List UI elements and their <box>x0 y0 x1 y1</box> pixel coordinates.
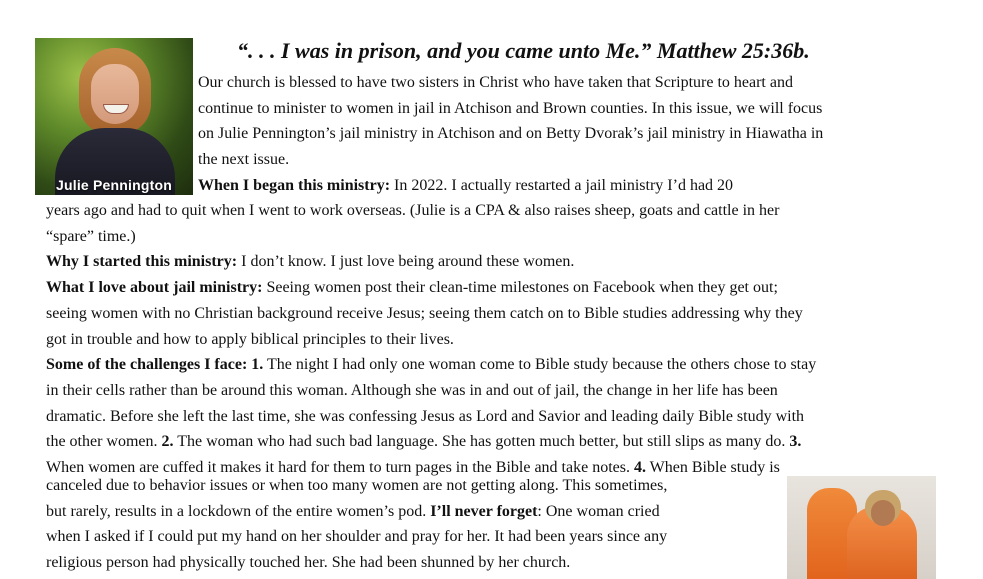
body-text <box>46 198 816 481</box>
women-in-orange-photo <box>787 476 936 579</box>
challenges-label: Some of the challenges I face: <box>46 356 248 374</box>
challenges-text: The woman who had such bad language. She has gotten much better, but still slips as many do. <box>173 433 790 451</box>
challenge-number: 1. <box>247 356 264 374</box>
love-line <box>46 275 816 301</box>
photo-caption: Julie Pennington <box>56 177 172 193</box>
challenges-continued: dramatic. Before she left the last time, she was confessing Jesus as Lord and Savior and leading daily Bible study with <box>46 407 805 425</box>
intro-line: Our church is blessed to have two sisters in Christ who have taken that Scripture to heart and <box>198 74 793 91</box>
challenges-text: When women are cuffed it makes it hard for them to turn pages in the Bible and take notes. <box>46 459 634 477</box>
challenges-continued <box>46 429 816 455</box>
never-forget-label: I’ll never forget <box>430 502 538 520</box>
challenges-continued: in their cells rather than be around this woman. Although she was in and out of jail, the change in her life has been <box>46 381 778 399</box>
love-label: What I love about jail ministry: <box>46 279 263 297</box>
intro-line: on Julie Pennington’s jail ministry in Atchison and on Betty Dvorak’s jail ministry in Hiawatha in <box>198 125 824 143</box>
challenge-number: 4. <box>633 459 646 477</box>
began-line <box>198 173 823 199</box>
why-label: Why I started this ministry: <box>46 253 238 271</box>
love-text: Seeing women post their clean-time milestones on Facebook when they get out; <box>262 279 778 297</box>
love-continued: seeing women with no Christian background receive Jesus; seeing them catch on to Bible studies addressing why they <box>46 304 803 322</box>
began-label: When I began this ministry: <box>198 176 391 194</box>
began-text: In 2022. I actually restarted a jail ministry I’d had 20 <box>390 176 734 194</box>
challenge-number: 3. <box>789 433 802 451</box>
began-continued: “spare” time.) <box>46 227 136 245</box>
challenge-number: 2. <box>161 433 174 451</box>
lower-text <box>46 473 667 576</box>
challenges-text: but rarely, results in a lockdown of the entire women’s pod. <box>46 502 431 520</box>
never-forget-continued: when I asked if I could put my hand on her shoulder and pray for her. It had been years since any <box>46 528 668 546</box>
photo-face-shape <box>91 64 139 124</box>
why-text: I don’t know. I just love being around these women. <box>237 253 575 271</box>
why-line <box>46 249 816 275</box>
challenges-continued: canceled due to behavior issues or when too many women are not getting along. This sometimes, <box>46 477 668 494</box>
page-title: “. . . I was in prison, and you came unto Me.” Matthew 25:36b. <box>237 38 810 63</box>
intro-line: the next issue. <box>198 151 290 169</box>
photo-face-shape <box>871 500 895 526</box>
intro-paragraph <box>198 70 823 199</box>
never-forget-continued: religious person had physically touched her. She had been shunned by her church. <box>46 554 571 572</box>
love-continued: got in trouble and how to apply biblical principles to their lives. <box>46 330 454 348</box>
never-forget-text: : One woman cried <box>537 502 660 520</box>
challenges-text: When Bible study is <box>645 459 780 477</box>
challenges-text: The night I had only one woman come to Bible study because the others chose to stay <box>263 356 817 374</box>
never-forget-line <box>46 499 667 525</box>
intro-line: continue to minister to women in jail in Atchison and Brown counties. In this issue, we will focus <box>198 99 823 117</box>
challenges-line <box>46 352 816 378</box>
julie-pennington-photo <box>35 38 193 195</box>
challenges-text: the other women. <box>46 433 162 451</box>
began-continued: years ago and had to quit when I went to work overseas. (Julie is a CPA & also raises sheep, goats and cattle in her <box>46 202 780 219</box>
